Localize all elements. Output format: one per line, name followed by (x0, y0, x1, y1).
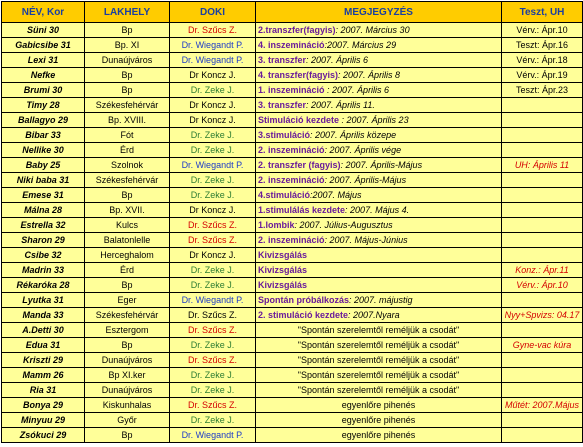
patient-name: Kriszti 29 (2, 353, 85, 368)
table-row (2, 428, 583, 443)
patient-name: Edua 31 (2, 338, 85, 353)
patient-name: Ballagyo 29 (2, 113, 85, 128)
table-row (2, 233, 583, 248)
note-detail: "Spontán szerelemtől reméljük a csodát" (297, 384, 460, 395)
patient-doctor: Dr. Zeke J. (170, 83, 256, 98)
patient-test: Konz.: Ápr.11 (502, 263, 583, 278)
note-label: 3. transzfer (258, 99, 307, 110)
header-name: NÉV, Kor (2, 2, 85, 23)
patient-name: Nefke (2, 68, 85, 83)
patient-test (502, 128, 583, 143)
patient-note (256, 278, 502, 293)
patient-city: Bp (85, 83, 170, 98)
patient-test: Gyne-vac kúra (502, 338, 583, 353)
header-city: LAKHELY (85, 2, 170, 23)
patient-doctor: Dr Koncz J. (170, 98, 256, 113)
patient-name: Mamm 26 (2, 368, 85, 383)
note-detail: :2007. Május (310, 189, 362, 200)
patient-note (256, 338, 502, 353)
patient-city: Bp. XI (85, 38, 170, 53)
patient-city: Bp. XVII. (85, 203, 170, 218)
table-row (2, 23, 583, 38)
patient-note (256, 173, 502, 188)
note-detail: "Spontán szerelemtől reméljük a csodát" (297, 324, 460, 335)
table-row (2, 68, 583, 83)
note-detail: egyenlőre pihenés (341, 414, 416, 425)
patient-note (256, 413, 502, 428)
patient-doctor: Dr Koncz J. (170, 248, 256, 263)
note-detail: : 2007. májustig (349, 294, 413, 305)
table-row (2, 368, 583, 383)
table-row (2, 158, 583, 173)
note-detail: "Spontán szerelemtől reméljük a csodát" (297, 354, 460, 365)
patient-note (256, 143, 502, 158)
header-row (2, 2, 583, 23)
note-label: 3. transzfer (258, 54, 307, 65)
patient-name: Csibe 32 (2, 248, 85, 263)
patient-doctor: Dr Koncz J. (170, 68, 256, 83)
note-detail: : 2007. Április 11. (306, 99, 375, 110)
patient-test: Műtét: 2007.Május (502, 398, 583, 413)
patient-note (256, 233, 502, 248)
patient-city: Bp (85, 278, 170, 293)
patient-doctor: Dr. Wiegandt P. (170, 158, 256, 173)
table-row (2, 338, 583, 353)
patient-doctor: Dr. Zeke J. (170, 278, 256, 293)
patient-city: Balatonlelle (85, 233, 170, 248)
patient-note (256, 308, 502, 323)
patient-doctor: Dr. Wiegandt P. (170, 38, 256, 53)
note-label: 4.stimuláció (258, 189, 311, 200)
header-doctor: DOKI (170, 2, 256, 23)
patient-note (256, 158, 502, 173)
note-detail: : 2007. Július-Augusztus (294, 219, 393, 230)
patient-name: Baby 25 (2, 158, 85, 173)
note-detail: : 2007. Április közepe (310, 129, 397, 140)
patient-doctor: Dr. Zeke J. (170, 368, 256, 383)
patient-city: Érd (85, 143, 170, 158)
table-row (2, 188, 583, 203)
patient-test (502, 218, 583, 233)
patient-city: Eger (85, 293, 170, 308)
patient-doctor: Dr. Szűcs Z. (170, 398, 256, 413)
patient-name: Emese 31 (2, 188, 85, 203)
patient-name: Gabicsibe 31 (2, 38, 85, 53)
patient-doctor: Dr. Szűcs Z. (170, 353, 256, 368)
patient-test (502, 143, 583, 158)
patient-test: Teszt: Ápr.16 (502, 38, 583, 53)
note-label: 1.lombik (258, 219, 295, 230)
note-detail: : 2007. Május-Június (324, 234, 408, 245)
patient-city: Bp (85, 188, 170, 203)
patient-city: Bp (85, 68, 170, 83)
patient-note (256, 98, 502, 113)
note-detail: : 2007. Április 6 (324, 84, 390, 95)
patient-table (1, 1, 583, 443)
note-label: 2. inszemináció (258, 234, 325, 245)
patient-name: Estrella 32 (2, 218, 85, 233)
patient-city: Szolnok (85, 158, 170, 173)
patient-doctor: Dr. Zeke J. (170, 173, 256, 188)
patient-test: Vérv.: Ápr.18 (502, 53, 583, 68)
patient-city: Székesfehérvár (85, 98, 170, 113)
patient-doctor: Dr. Szűcs Z. (170, 323, 256, 338)
patient-name: A.Detti 30 (2, 323, 85, 338)
note-detail: : 2007. Március 30 (335, 24, 410, 35)
patient-doctor: Dr. Zeke J. (170, 338, 256, 353)
patient-city: Győr (85, 413, 170, 428)
patient-name: Süni 30 (2, 23, 85, 38)
note-detail: : 2007. Április 6 (306, 54, 369, 65)
table-row (2, 38, 583, 53)
note-label: 2. inszemináció (258, 144, 325, 155)
table-row (2, 263, 583, 278)
patient-name: Minyuu 29 (2, 413, 85, 428)
table-body (2, 23, 583, 443)
table-row (2, 113, 583, 128)
header-note: MEGJEGYZÉS (256, 2, 502, 23)
patient-test (502, 413, 583, 428)
patient-name: Sharon 29 (2, 233, 85, 248)
patient-name: Zsókuci 29 (2, 428, 85, 443)
note-detail: :2007. Március 29 (324, 39, 397, 50)
table-row (2, 128, 583, 143)
patient-city: Dunaújváros (85, 383, 170, 398)
patient-test (502, 233, 583, 248)
patient-note (256, 23, 502, 38)
note-detail: : 2007. Április-Május (324, 174, 407, 185)
table-row (2, 98, 583, 113)
patient-city: Dunaújváros (85, 53, 170, 68)
patient-doctor: Dr. Zeke J. (170, 413, 256, 428)
patient-note (256, 68, 502, 83)
table-row (2, 293, 583, 308)
patient-name: Brumi 30 (2, 83, 85, 98)
patient-test: Teszt: Ápr.23 (502, 83, 583, 98)
patient-city: Herceghalom (85, 248, 170, 263)
patient-note (256, 383, 502, 398)
patient-name: Lyutka 31 (2, 293, 85, 308)
patient-test (502, 203, 583, 218)
patient-city: Kiskunhalas (85, 398, 170, 413)
note-label: 2. transzfer (fagyis) (258, 159, 341, 170)
patient-city: Érd (85, 263, 170, 278)
patient-note (256, 323, 502, 338)
note-label: 1. inszemináció (258, 84, 325, 95)
patient-test (502, 248, 583, 263)
note-label: 1.stimulálás kezdete (258, 204, 346, 215)
patient-city: Fót (85, 128, 170, 143)
patient-test (502, 173, 583, 188)
note-label: Kivizsgálás (258, 279, 308, 290)
patient-note (256, 38, 502, 53)
patient-name: Madrin 33 (2, 263, 85, 278)
table-row (2, 413, 583, 428)
patient-test (502, 188, 583, 203)
patient-name: Málna 28 (2, 203, 85, 218)
note-detail: egyenlőre pihenés (341, 429, 416, 440)
patient-test (502, 98, 583, 113)
table-row (2, 203, 583, 218)
patient-doctor: Dr. Wiegandt P. (170, 293, 256, 308)
patient-note (256, 218, 502, 233)
patient-city: Kulcs (85, 218, 170, 233)
patient-doctor: Dr. Szűcs Z. (170, 23, 256, 38)
patient-city: Bp (85, 23, 170, 38)
note-label: 2. inszemináció (258, 174, 325, 185)
patient-name: Niki baba 31 (2, 173, 85, 188)
patient-doctor: Dr. Szűcs Z. (170, 308, 256, 323)
patient-note (256, 113, 502, 128)
patient-city: Esztergom (85, 323, 170, 338)
table-row (2, 308, 583, 323)
table-row (2, 323, 583, 338)
patient-doctor: Dr. Szűcs Z. (170, 218, 256, 233)
patient-test: Nyy+Spvizs: 04.17 (502, 308, 583, 323)
patient-doctor: Dr. Zeke J. (170, 143, 256, 158)
patient-city: Bp (85, 338, 170, 353)
table-row (2, 83, 583, 98)
header-test: Teszt, UH (502, 2, 583, 23)
table-row (2, 278, 583, 293)
note-label: 4. transzfer(fagyis) (258, 69, 339, 80)
patient-name: Bibar 33 (2, 128, 85, 143)
note-label: 2. stimuláció kezdete (258, 309, 349, 320)
patient-doctor: Dr. Wiegandt P. (170, 428, 256, 443)
patient-city: Bp XI.ker (85, 368, 170, 383)
note-label: 2.transzfer(fagyis) (258, 24, 336, 35)
note-detail: egyenlőre pihenés (341, 399, 416, 410)
patient-test (502, 368, 583, 383)
note-label: 3.stimuláció (258, 129, 311, 140)
patient-note (256, 83, 502, 98)
note-label: Stimuláció kezdete (258, 114, 340, 125)
table-row (2, 248, 583, 263)
patient-note (256, 128, 502, 143)
table-row (2, 173, 583, 188)
patient-doctor: Dr. Zeke J. (170, 188, 256, 203)
patient-test (502, 383, 583, 398)
patient-note (256, 203, 502, 218)
note-label: Kivizsgálás (258, 249, 308, 260)
patient-city: Bp. XVIII. (85, 113, 170, 128)
patient-test: Vérv.: Ápr.19 (502, 68, 583, 83)
patient-note (256, 368, 502, 383)
table-row (2, 143, 583, 158)
patient-note (256, 293, 502, 308)
patient-doctor: Dr. Zeke J. (170, 263, 256, 278)
note-label: 4. inszemináció (258, 39, 325, 50)
table-row (2, 53, 583, 68)
patient-name: Lexi 31 (2, 53, 85, 68)
patient-name: Manda 33 (2, 308, 85, 323)
note-label: Spontán próbálkozás (258, 294, 350, 305)
patient-doctor: Dr Koncz J. (170, 203, 256, 218)
patient-note (256, 248, 502, 263)
note-detail: : 2007. Május 4. (345, 204, 410, 215)
patient-test (502, 113, 583, 128)
patient-test (502, 353, 583, 368)
patient-name: Timy 28 (2, 98, 85, 113)
note-detail: "Spontán szerelemtől reméljük a csodát" (297, 369, 460, 380)
note-detail: : 2007. Április 23 (339, 114, 409, 125)
patient-city: Bp (85, 428, 170, 443)
patient-note (256, 188, 502, 203)
patient-test: UH: Április 11 (502, 158, 583, 173)
table-row (2, 353, 583, 368)
patient-city: Székesfehérvár (85, 173, 170, 188)
patient-name: Nellike 30 (2, 143, 85, 158)
note-label: Kivizsgálás (258, 264, 308, 275)
note-detail: : 2007.Nyara (348, 309, 400, 320)
patient-test (502, 323, 583, 338)
note-detail: : 2007. Április vége (324, 144, 402, 155)
patient-note (256, 353, 502, 368)
patient-test (502, 293, 583, 308)
patient-name: Bonya 29 (2, 398, 85, 413)
note-detail: "Spontán szerelemtől reméljük a csodát" (297, 339, 460, 350)
patient-note (256, 263, 502, 278)
patient-test (502, 428, 583, 443)
patient-doctor: Dr. Zeke J. (170, 383, 256, 398)
patient-doctor: Dr. Szűcs Z. (170, 233, 256, 248)
table-row (2, 398, 583, 413)
table-row (2, 218, 583, 233)
patient-note (256, 398, 502, 413)
patient-name: Ria 31 (2, 383, 85, 398)
patient-name: Rékaróka 28 (2, 278, 85, 293)
patient-city: Székesfehérvár (85, 308, 170, 323)
patient-doctor: Dr. Zeke J. (170, 128, 256, 143)
patient-doctor: Dr Koncz J. (170, 113, 256, 128)
patient-city: Dunaújváros (85, 353, 170, 368)
note-detail: : 2007. Április-Május (340, 159, 423, 170)
patient-test: Vérv.: Ápr.10 (502, 278, 583, 293)
table-row (2, 383, 583, 398)
patient-doctor: Dr. Wiegandt P. (170, 53, 256, 68)
patient-test: Vérv.: Ápr.10 (502, 23, 583, 38)
note-detail: : 2007. Április 8 (338, 69, 401, 80)
patient-note (256, 428, 502, 443)
patient-note (256, 53, 502, 68)
